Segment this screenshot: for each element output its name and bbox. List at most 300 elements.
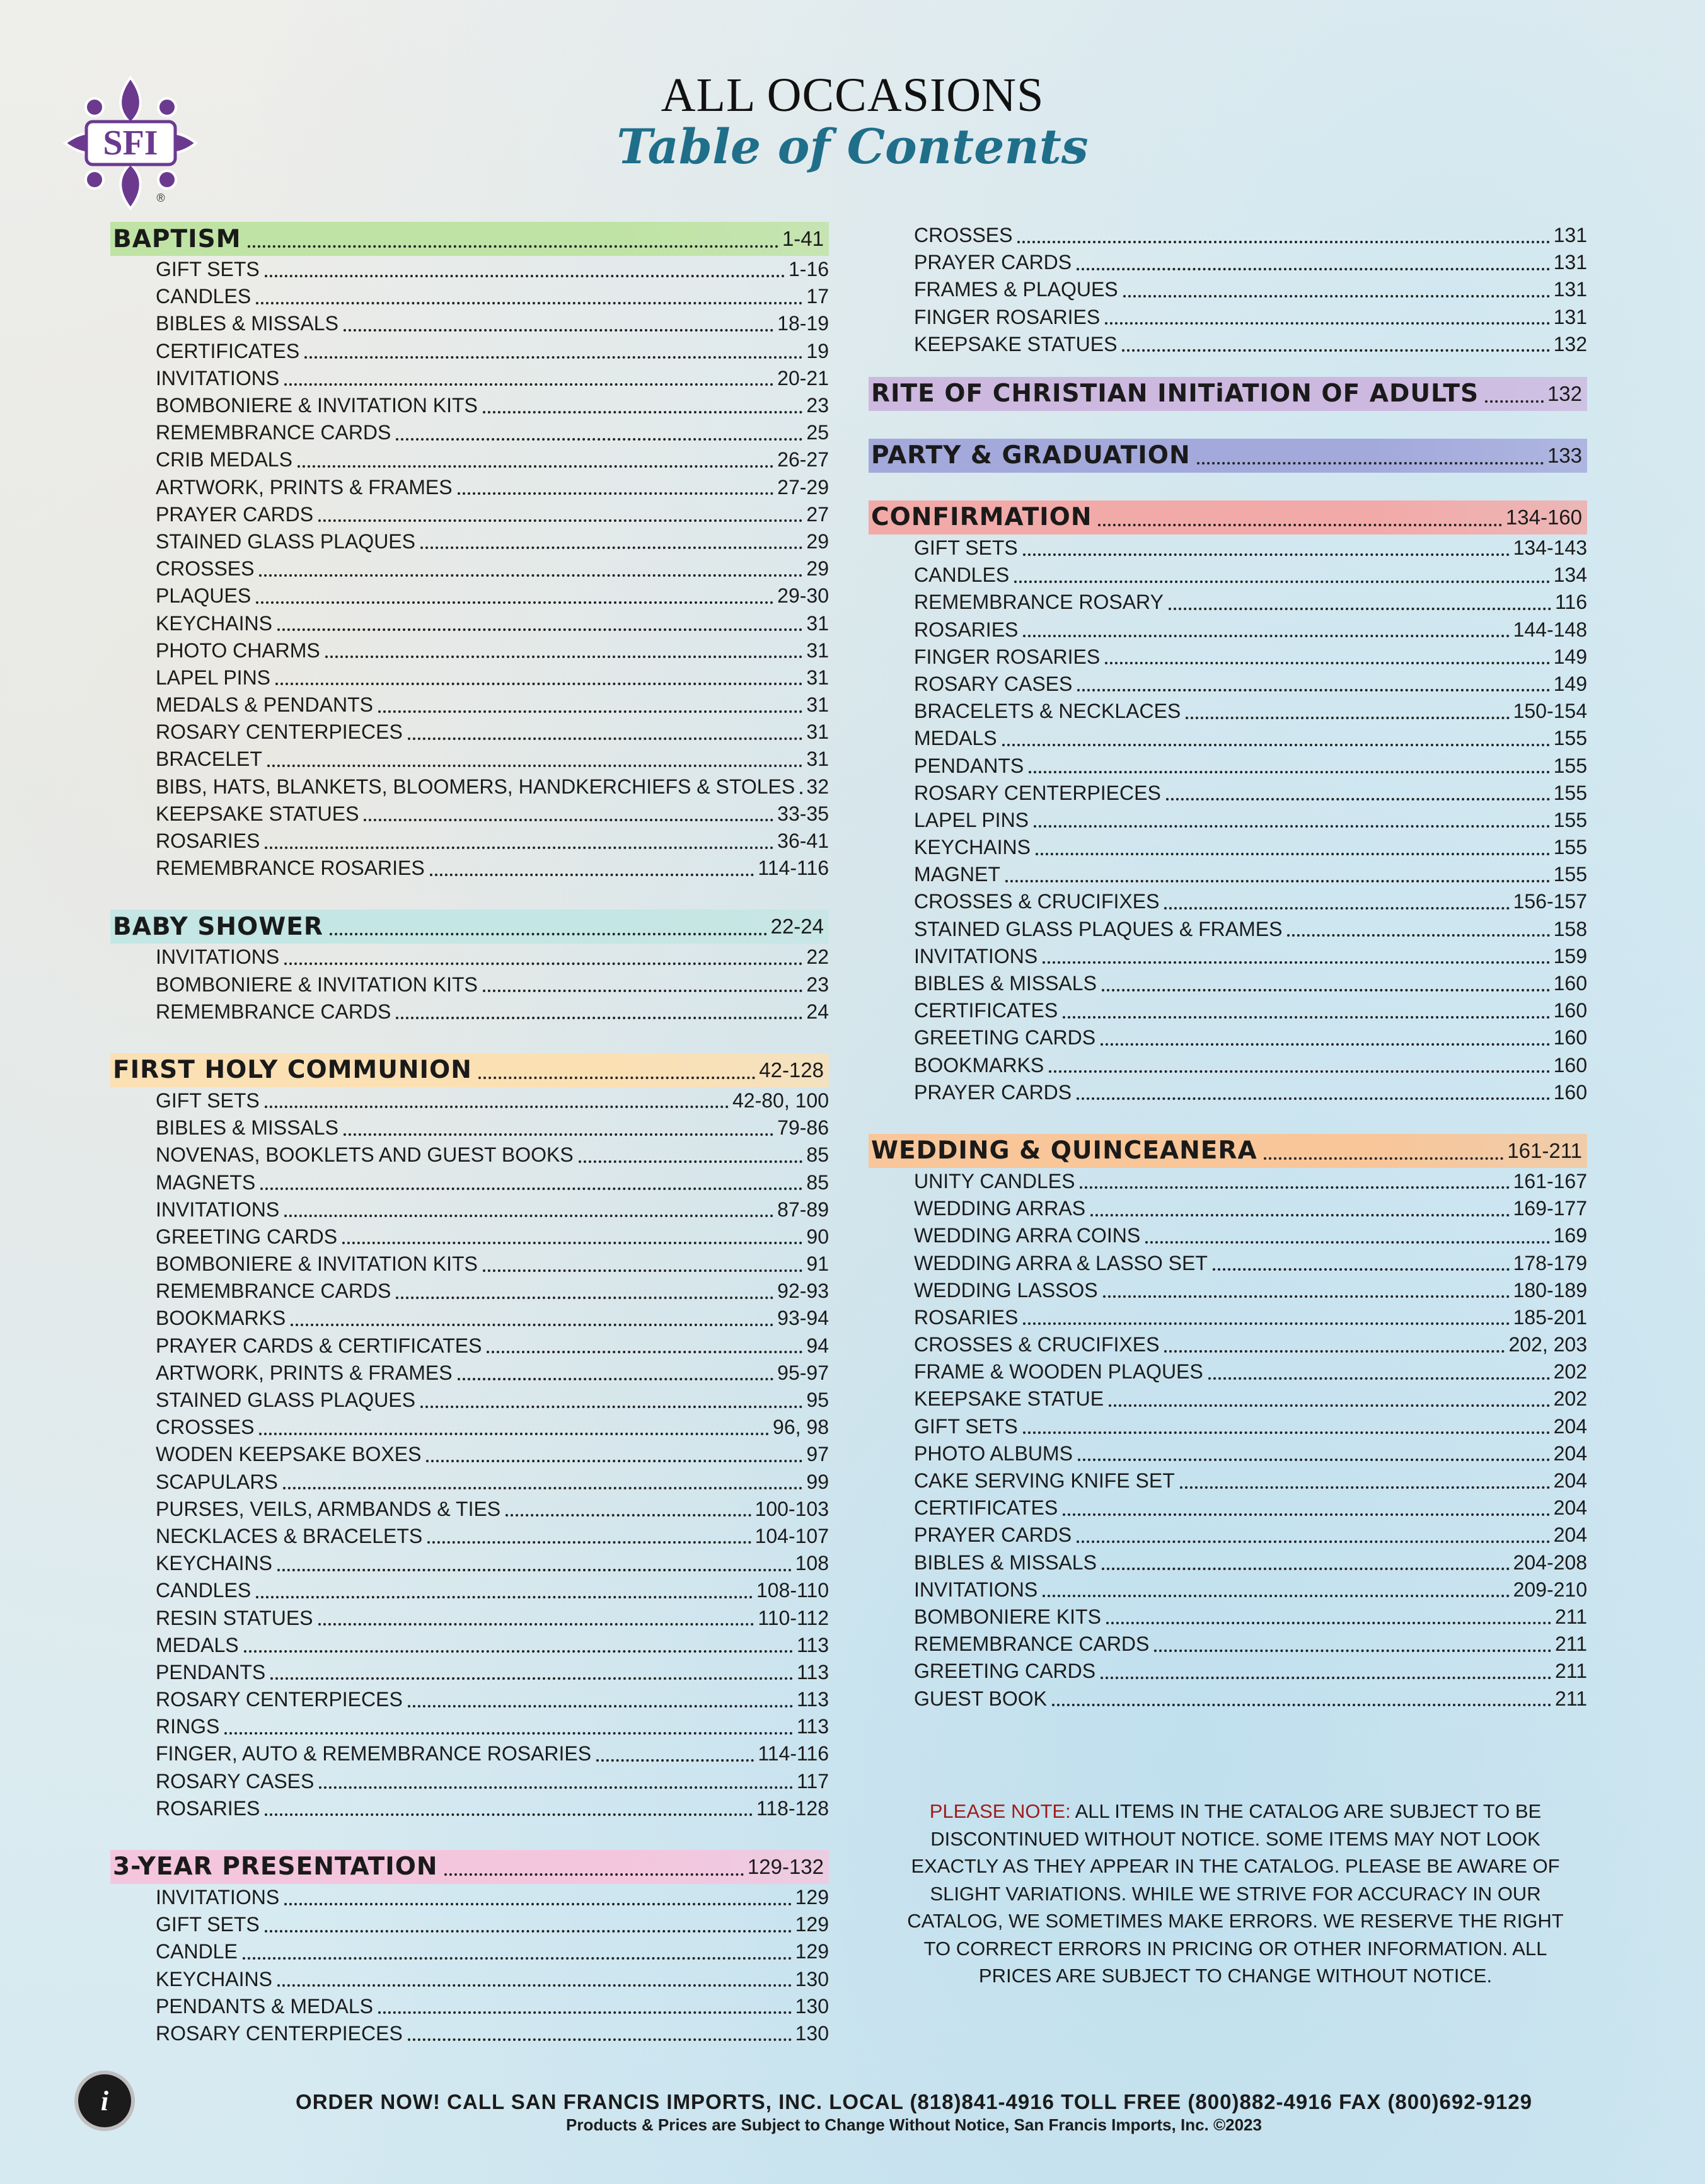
toc-item[interactable]: [110, 283, 829, 310]
leader-dots: [265, 1106, 729, 1108]
toc-item-label: REMEMBRANCE CARDS: [914, 1632, 1150, 1656]
toc-item-pages: 144-148: [1513, 618, 1587, 641]
toc-item-pages: 160: [1553, 972, 1587, 995]
toc-item[interactable]: [869, 1413, 1587, 1440]
toc-item-label: REMEMBRANCE CARDS: [156, 1280, 391, 1303]
leader-dots: [420, 546, 802, 549]
toc-item[interactable]: [110, 1713, 829, 1740]
toc-item[interactable]: [869, 1168, 1587, 1195]
toc-item[interactable]: [869, 698, 1587, 725]
toc-item-pages: 36-41: [777, 829, 829, 853]
toc-item-pages: 95-97: [777, 1361, 829, 1384]
toc-item[interactable]: [869, 1658, 1587, 1685]
toc-item-label: CROSSES & CRUCIFIXES: [914, 890, 1160, 913]
leader-dots: [579, 1160, 803, 1163]
toc-item[interactable]: [110, 392, 829, 419]
leader-dots: [1029, 771, 1549, 773]
toc-item-label: KEYCHAINS: [914, 836, 1031, 859]
toc-item-label: ROSARIES: [914, 618, 1019, 641]
toc-item-label: REMEMBRANCE CARDS: [156, 421, 391, 444]
toc-item[interactable]: [869, 1222, 1587, 1249]
toc-item-label: GIFT SETS: [914, 536, 1018, 560]
section-title: PARTY & GRADUATION: [871, 441, 1191, 470]
toc-item[interactable]: [869, 834, 1587, 861]
toc-item[interactable]: [110, 1469, 829, 1496]
toc-item-label: STAINED GLASS PLAQUES & FRAMES: [914, 917, 1283, 940]
toc-item[interactable]: [869, 943, 1587, 970]
leader-dots: [1164, 907, 1509, 910]
toc-item-label: BIBS, HATS, BLANKETS, BLOOMERS, HANDKERCHIEFS & STOLES: [156, 775, 795, 798]
toc-item[interactable]: [869, 997, 1587, 1024]
toc-item-label: CROSSES: [156, 557, 255, 581]
toc-item[interactable]: [110, 1993, 829, 2020]
toc-item[interactable]: [110, 1523, 829, 1550]
toc-item[interactable]: [110, 1414, 829, 1441]
leader-dots: [344, 329, 773, 332]
leader-dots: [277, 628, 802, 631]
toc-item-label: RESIN STATUES: [156, 1606, 313, 1629]
toc-item-pages: 95: [806, 1389, 829, 1412]
leader-dots: [1106, 1622, 1551, 1624]
toc-item-pages: 27-29: [777, 475, 829, 499]
toc-item[interactable]: [869, 807, 1587, 834]
toc-item[interactable]: [110, 419, 829, 446]
toc-item[interactable]: [869, 1440, 1587, 1467]
toc-item-pages: 29: [806, 529, 829, 553]
toc-item-pages: 204: [1553, 1442, 1587, 1465]
leader-dots: [1090, 1214, 1510, 1216]
leader-dots: [318, 519, 802, 522]
toc-item[interactable]: [869, 1603, 1587, 1631]
toc-item[interactable]: [110, 1251, 829, 1278]
toc-item-label: CRIB MEDALS: [156, 448, 292, 471]
leader-dots: [318, 1623, 754, 1626]
toc-item-label: MEDALS: [156, 1633, 239, 1656]
leader-dots: [1014, 581, 1549, 583]
toc-item-pages: 113: [796, 1688, 829, 1711]
section-title: BAPTISM: [113, 224, 241, 253]
toc-item-label: PENDANTS: [156, 1660, 266, 1684]
toc-item[interactable]: [110, 998, 829, 1026]
leader-dots: [596, 1759, 754, 1762]
toc-item-pages: 108-110: [756, 1579, 829, 1602]
toc-item[interactable]: [110, 1169, 829, 1196]
toc-item[interactable]: [110, 1632, 829, 1659]
toc-item[interactable]: [869, 1249, 1587, 1276]
toc-item[interactable]: [110, 1223, 829, 1251]
toc-item-pages: 114-116: [758, 857, 829, 880]
leader-dots: [1122, 349, 1549, 352]
toc-item-label: BOOKMARKS: [914, 1053, 1044, 1077]
toc-item[interactable]: [869, 534, 1587, 562]
toc-item-pages: 202: [1553, 1360, 1587, 1384]
leader-dots: [1077, 1540, 1549, 1543]
toc-item[interactable]: [869, 725, 1587, 752]
toc-item[interactable]: [869, 752, 1587, 779]
leader-dots: [277, 1569, 792, 1571]
toc-item-pages: 211: [1554, 1605, 1587, 1628]
toc-item-label: MEDALS: [914, 727, 997, 750]
leader-dots: [1101, 1043, 1550, 1046]
toc-item-label: ROSARY CENTERPIECES: [914, 781, 1161, 804]
toc-item[interactable]: [869, 1576, 1587, 1603]
leader-dots: [1005, 880, 1550, 882]
toc-item[interactable]: [110, 1768, 829, 1795]
toc-item[interactable]: [869, 861, 1587, 888]
toc-item-pages: 131: [1553, 278, 1587, 301]
leader-dots: [1043, 961, 1549, 964]
section-pages: 22-24: [770, 915, 824, 939]
toc-item-pages: 150-154: [1513, 700, 1587, 723]
leader-dots: [1105, 322, 1549, 325]
toc-item-label: BOMBONIERE & INVITATION KITS: [156, 394, 478, 417]
leader-dots: [265, 1930, 792, 1933]
leader-dots: [259, 1433, 769, 1435]
section-title: BABY SHOWER: [113, 912, 323, 941]
toc-item-pages: 114-116: [758, 1742, 829, 1765]
toc-item[interactable]: [869, 562, 1587, 589]
toc-item[interactable]: [869, 1331, 1587, 1358]
toc-item-label: ROSARY CENTERPIECES: [156, 1688, 403, 1711]
section-header[interactable]: [110, 910, 829, 944]
toc-item-label: WEDDING ARRAS: [914, 1197, 1086, 1220]
leader-dots: [458, 492, 774, 495]
toc-item[interactable]: [869, 1494, 1587, 1522]
toc-item[interactable]: [869, 671, 1587, 698]
leader-dots: [408, 1705, 793, 1707]
toc-item-label: BOOKMARKS: [156, 1307, 286, 1330]
toc-item-label: INVITATIONS: [156, 1198, 280, 1221]
toc-item[interactable]: [110, 944, 829, 971]
leader-dots: [1105, 662, 1549, 664]
toc-item[interactable]: [110, 2020, 829, 2047]
toc-item-label: GIFT SETS: [914, 1414, 1018, 1438]
leader-dots: [260, 1187, 802, 1190]
toc-item-pages: 160: [1553, 1026, 1587, 1049]
leader-dots: [1109, 1404, 1549, 1407]
toc-item[interactable]: [110, 1884, 829, 1911]
toc-item[interactable]: [110, 446, 829, 473]
leader-dots: [1023, 1431, 1550, 1434]
order-line: ORDER NOW! CALL SAN FRANCIS IMPORTS, INC. LOCAL (818)841-4916 TOLL FREE (800)882-4916 FAX (800)692-9129: [296, 2090, 1532, 2113]
toc-item-pages: 31: [806, 720, 829, 744]
toc-item[interactable]: [869, 1467, 1587, 1494]
toc-item[interactable]: [869, 616, 1587, 644]
toc-item-label: PLAQUES: [156, 584, 251, 608]
leader-dots: [259, 574, 802, 577]
toc-item-label: KEEPSAKE STATUE: [914, 1387, 1104, 1411]
toc-item-label: REMEMBRANCE ROSARIES: [156, 857, 425, 880]
toc-item[interactable]: [869, 1304, 1587, 1331]
toc-item[interactable]: [869, 1024, 1587, 1051]
toc-item-label: BIBLES & MISSALS: [156, 312, 338, 335]
toc-item-pages: 160: [1553, 999, 1587, 1022]
spacer: [869, 358, 1587, 377]
leader-dots: [1052, 1704, 1551, 1706]
leader-dots: [1180, 1486, 1550, 1489]
toc-item[interactable]: [869, 1385, 1587, 1413]
section-title: 3-YEAR PRESENTATION: [113, 1852, 438, 1881]
toc-item[interactable]: [110, 1360, 829, 1387]
toc-item[interactable]: [110, 338, 829, 365]
toc-item-label: GIFT SETS: [156, 258, 260, 281]
toc-item[interactable]: [869, 1195, 1587, 1222]
toc-item[interactable]: [110, 1496, 829, 1523]
toc-item[interactable]: [110, 1196, 829, 1223]
leader-dots: [483, 1269, 803, 1272]
toc-item[interactable]: [110, 773, 829, 800]
toc-item-pages: 160: [1553, 1080, 1587, 1104]
toc-item[interactable]: [110, 528, 829, 555]
leader-dots: [430, 874, 754, 876]
toc-item-label: GIFT SETS: [156, 1913, 260, 1936]
leader-dots: [426, 1460, 802, 1462]
toc-item[interactable]: [110, 1795, 829, 1822]
toc-item[interactable]: [110, 1740, 829, 1767]
toc-item-pages: 100-103: [754, 1497, 829, 1520]
toc-item-label: BOMBONIERE & INVITATION KITS: [156, 1252, 478, 1276]
toc-item-pages: 204: [1553, 1414, 1587, 1438]
toc-item[interactable]: [110, 1141, 829, 1169]
toc-item-label: BRACELET: [156, 748, 262, 771]
toc-item-label: FRAMES & PLAQUES: [914, 278, 1118, 301]
toc-item[interactable]: [869, 780, 1587, 807]
section-header[interactable]: [869, 439, 1587, 473]
toc-item-pages: 113: [796, 1715, 829, 1738]
info-icon[interactable]: i: [74, 2071, 135, 2131]
toc-item-label: PRAYER CARDS: [914, 1080, 1072, 1104]
toc-item[interactable]: [869, 916, 1587, 943]
section-title: RITE OF CHRISTIAN INITiATION OF ADULTS: [871, 379, 1479, 408]
toc-item-pages: 155: [1553, 863, 1587, 886]
toc-item[interactable]: [110, 1387, 829, 1414]
leader-dots: [325, 656, 803, 658]
toc-item[interactable]: [110, 555, 829, 582]
leader-dots: [1023, 1322, 1509, 1325]
toc-item-pages: 108: [795, 1552, 829, 1575]
toc-item[interactable]: [869, 1079, 1587, 1106]
toc-item[interactable]: [869, 644, 1587, 671]
toc-item[interactable]: [110, 1114, 829, 1141]
leader-dots: [420, 1406, 802, 1408]
toc-item-label: INVITATIONS: [156, 945, 280, 969]
leader-dots: [256, 601, 773, 604]
toc-item-pages: 204: [1553, 1496, 1587, 1520]
toc-item[interactable]: [110, 1659, 829, 1686]
toc-item[interactable]: [110, 691, 829, 719]
leader-dots: [248, 245, 778, 248]
toc-item-pages: 169: [1553, 1224, 1587, 1247]
toc-item-pages: 129: [795, 1940, 829, 1963]
toc-item[interactable]: [110, 1686, 829, 1713]
leader-dots: [1123, 295, 1550, 298]
leader-dots: [283, 1487, 803, 1489]
toc-item-label: WODEN KEEPSAKE BOXES: [156, 1443, 422, 1466]
toc-item-pages: 130: [795, 2021, 829, 2045]
leader-dots: [800, 792, 802, 794]
toc-item[interactable]: [110, 1604, 829, 1631]
toc-item-pages: 27: [806, 502, 829, 526]
toc-item[interactable]: [110, 1911, 829, 1938]
leader-dots: [330, 933, 767, 935]
leader-dots: [1485, 400, 1544, 403]
toc-item[interactable]: [110, 1305, 829, 1332]
leader-dots: [1002, 744, 1550, 746]
toc-item-label: PURSES, VEILS, ARMBANDS & TIES: [156, 1497, 501, 1520]
leader-dots: [224, 1732, 793, 1735]
leader-dots: [378, 710, 802, 713]
leader-dots: [1287, 934, 1549, 937]
leader-dots: [1101, 1677, 1551, 1679]
toc-item-pages: 29-30: [777, 584, 829, 608]
toc-item-pages: 97: [806, 1443, 829, 1466]
toc-item-label: UNITY CANDLES: [914, 1169, 1075, 1193]
toc-item-label: CERTIFICATES: [914, 999, 1058, 1022]
toc-item-pages: 155: [1553, 836, 1587, 859]
toc-item-pages: 209-210: [1513, 1578, 1587, 1601]
section-title: WEDDING & QUINCEANERA: [871, 1136, 1257, 1165]
toc-item[interactable]: [110, 501, 829, 528]
toc-item-label: GIFT SETS: [156, 1089, 260, 1112]
toc-item[interactable]: [869, 1631, 1587, 1658]
svg-text:®: ®: [156, 192, 165, 204]
toc-item[interactable]: [869, 1277, 1587, 1304]
toc-item[interactable]: [869, 1052, 1587, 1079]
leader-dots: [478, 1077, 755, 1079]
leader-dots: [284, 1903, 791, 1905]
toc-item[interactable]: [869, 222, 1587, 249]
toc-item[interactable]: [110, 971, 829, 998]
leader-dots: [1043, 1595, 1509, 1597]
toc-item[interactable]: [869, 1549, 1587, 1576]
leader-dots: [364, 819, 773, 821]
toc-item-label: CANDLES: [156, 285, 251, 308]
toc-item[interactable]: [110, 1938, 829, 1965]
toc-item-label: BIBLES & MISSALS: [914, 1551, 1097, 1574]
section-header[interactable]: [869, 1134, 1587, 1168]
leader-dots: [1154, 1650, 1551, 1652]
leader-dots: [298, 465, 773, 468]
leader-dots: [1078, 1459, 1550, 1461]
toc-item[interactable]: [110, 719, 829, 746]
toc-item-label: REMEMBRANCE CARDS: [156, 1000, 391, 1023]
toc-item[interactable]: [110, 365, 829, 392]
toc-item-pages: 93-94: [777, 1307, 829, 1330]
toc-item[interactable]: [869, 304, 1587, 331]
leader-dots: [1102, 989, 1550, 991]
toc-item[interactable]: [869, 249, 1587, 276]
toc-item-pages: 24: [806, 1000, 829, 1023]
toc-item[interactable]: [869, 970, 1587, 997]
leader-dots: [1208, 1377, 1550, 1380]
toc-item[interactable]: [110, 610, 829, 637]
toc-item[interactable]: [110, 664, 829, 691]
toc-item-pages: 99: [806, 1470, 829, 1493]
leader-dots: [277, 1984, 792, 1987]
toc-item-label: STAINED GLASS PLAQUES: [156, 529, 415, 553]
section-header[interactable]: [869, 500, 1587, 534]
toc-item[interactable]: [869, 276, 1587, 303]
leader-dots: [304, 356, 802, 359]
toc-item-pages: 42-80, 100: [732, 1089, 829, 1112]
toc-item[interactable]: [110, 310, 829, 337]
section-header[interactable]: [110, 222, 829, 256]
section-header[interactable]: [869, 377, 1587, 411]
toc-item[interactable]: [110, 474, 829, 501]
toc-item-pages: 20-21: [777, 366, 829, 390]
toc-item-label: GREETING CARDS: [914, 1026, 1096, 1049]
toc-item[interactable]: [110, 1278, 829, 1305]
leader-dots: [265, 275, 785, 277]
leader-dots: [244, 1650, 793, 1653]
toc-item-label: CANDLES: [156, 1579, 251, 1602]
toc-item[interactable]: [869, 1522, 1587, 1549]
toc-item[interactable]: [869, 589, 1587, 616]
toc-item-pages: 33-35: [777, 802, 829, 825]
leader-dots: [265, 846, 773, 849]
toc-item[interactable]: [110, 637, 829, 664]
toc-item[interactable]: [110, 1087, 829, 1114]
toc-item-label: PENDANTS: [914, 754, 1024, 777]
toc-item-label: LAPEL PINS: [156, 666, 271, 689]
toc-item[interactable]: [110, 828, 829, 855]
toc-item[interactable]: [869, 1685, 1587, 1712]
toc-item[interactable]: [110, 1550, 829, 1577]
toc-item-label: ROSARY CASES: [156, 1769, 315, 1793]
leader-dots: [1098, 524, 1501, 526]
toc-item-label: INVITATIONS: [156, 366, 280, 390]
toc-item[interactable]: [110, 1441, 829, 1468]
toc-item-label: GREETING CARDS: [914, 1660, 1096, 1683]
toc-item[interactable]: [110, 1332, 829, 1360]
please-note-label: PLEASE NOTE:: [929, 1800, 1071, 1822]
section-header[interactable]: [110, 1850, 829, 1884]
leader-dots: [396, 1297, 773, 1299]
section-pages: 42-128: [759, 1058, 824, 1082]
toc-item[interactable]: [110, 800, 829, 828]
toc-item-label: PRAYER CARDS: [156, 502, 314, 526]
toc-item[interactable]: [110, 746, 829, 773]
leader-dots: [1080, 1186, 1509, 1189]
toc-item[interactable]: [110, 855, 829, 882]
toc-item-pages: 155: [1553, 808, 1587, 831]
toc-item-label: MEDALS & PENDANTS: [156, 693, 373, 717]
toc-item-pages: 19: [806, 339, 829, 362]
leader-dots: [1023, 635, 1509, 637]
toc-item-pages: 131: [1553, 305, 1587, 328]
toc-item-pages: 185-201: [1513, 1305, 1587, 1329]
toc-item[interactable]: [110, 1966, 829, 1993]
section-header[interactable]: [110, 1053, 829, 1087]
toc-item-label: CAKE SERVING KNIFE SET: [914, 1469, 1175, 1493]
leader-dots: [1166, 798, 1550, 800]
toc-item[interactable]: [869, 1358, 1587, 1385]
leader-dots: [342, 1242, 802, 1244]
toc-item[interactable]: [110, 1577, 829, 1604]
toc-item-label: CROSSES & CRUCIFIXES: [914, 1333, 1160, 1356]
toc-item-label: PRAYER CARDS & CERTIFICATES: [156, 1334, 482, 1357]
spacer: [110, 1026, 829, 1053]
toc-item-pages: 17: [806, 285, 829, 308]
toc-item[interactable]: [110, 256, 829, 283]
toc-item-label: FINGER ROSARIES: [914, 645, 1101, 668]
toc-item[interactable]: [869, 331, 1587, 358]
leader-dots: [396, 1017, 802, 1019]
toc-item[interactable]: [110, 582, 829, 610]
toc-item-pages: 23: [806, 973, 829, 996]
toc-item[interactable]: [869, 888, 1587, 915]
toc-item-label: NECKLACES & BRACELETS: [156, 1524, 423, 1547]
